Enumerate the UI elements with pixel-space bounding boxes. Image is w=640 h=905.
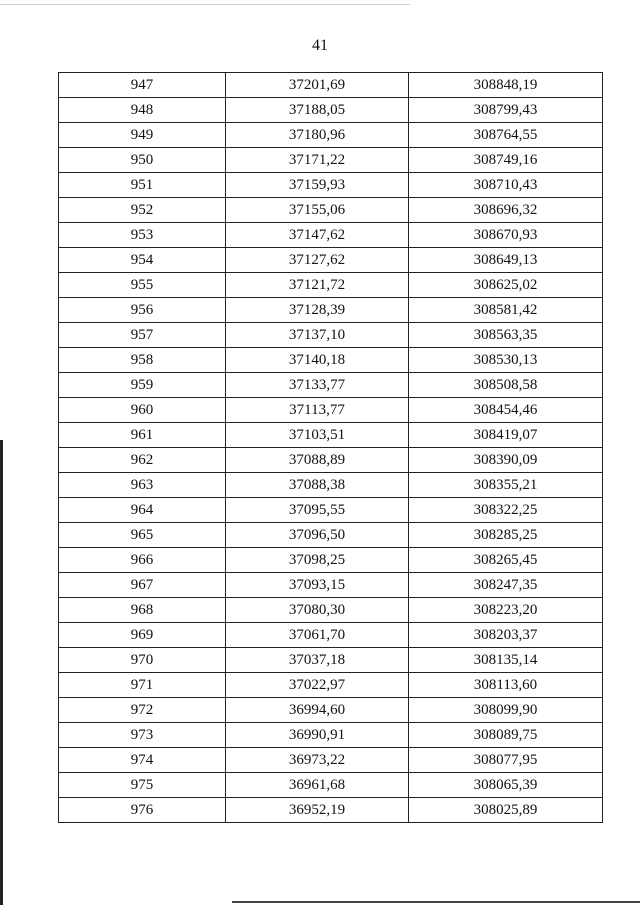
table-row <box>59 623 603 648</box>
x-coordinate-cell: 37037,18 <box>226 648 409 673</box>
y-coordinate-cell: 308265,45 <box>409 548 603 573</box>
scan-edge-top <box>0 4 410 5</box>
x-coordinate-cell: 37147,62 <box>226 223 409 248</box>
y-coordinate-cell: 308089,75 <box>409 723 603 748</box>
point-number-cell: 960 <box>59 398 226 423</box>
x-coordinate-cell: 37155,06 <box>226 198 409 223</box>
x-coordinate-cell: 37201,69 <box>226 73 409 98</box>
x-coordinate-cell: 37096,50 <box>226 523 409 548</box>
table-row <box>59 323 603 348</box>
y-coordinate-cell: 308508,58 <box>409 373 603 398</box>
x-coordinate-cell: 36990,91 <box>226 723 409 748</box>
table-row <box>59 448 603 473</box>
table-row <box>59 373 603 398</box>
point-number-cell: 967 <box>59 573 226 598</box>
table-row <box>59 673 603 698</box>
x-coordinate-cell: 37159,93 <box>226 173 409 198</box>
x-coordinate-cell: 37080,30 <box>226 598 409 623</box>
table-row <box>59 423 603 448</box>
table-row <box>59 173 603 198</box>
point-number-cell: 975 <box>59 773 226 798</box>
table-row <box>59 398 603 423</box>
x-coordinate-cell: 37022,97 <box>226 673 409 698</box>
y-coordinate-cell: 308099,90 <box>409 698 603 723</box>
y-coordinate-cell: 308710,43 <box>409 173 603 198</box>
x-coordinate-cell: 37127,62 <box>226 248 409 273</box>
x-coordinate-cell: 37128,39 <box>226 298 409 323</box>
x-coordinate-cell: 37171,22 <box>226 148 409 173</box>
table-row <box>59 273 603 298</box>
table-row <box>59 498 603 523</box>
scan-edge-left <box>0 440 3 905</box>
table-row <box>59 548 603 573</box>
table-row <box>59 723 603 748</box>
point-number-cell: 973 <box>59 723 226 748</box>
y-coordinate-cell: 308563,35 <box>409 323 603 348</box>
x-coordinate-cell: 37061,70 <box>226 623 409 648</box>
point-number-cell: 959 <box>59 373 226 398</box>
y-coordinate-cell: 308649,13 <box>409 248 603 273</box>
y-coordinate-cell: 308749,16 <box>409 148 603 173</box>
point-number-cell: 957 <box>59 323 226 348</box>
y-coordinate-cell: 308223,20 <box>409 598 603 623</box>
x-coordinate-cell: 37121,72 <box>226 273 409 298</box>
y-coordinate-cell: 308355,21 <box>409 473 603 498</box>
point-number-cell: 955 <box>59 273 226 298</box>
y-coordinate-cell: 308025,89 <box>409 798 603 823</box>
point-number-cell: 974 <box>59 748 226 773</box>
point-number-cell: 947 <box>59 73 226 98</box>
point-number-cell: 971 <box>59 673 226 698</box>
point-number-cell: 962 <box>59 448 226 473</box>
y-coordinate-cell: 308454,46 <box>409 398 603 423</box>
table-row <box>59 223 603 248</box>
y-coordinate-cell: 308625,02 <box>409 273 603 298</box>
x-coordinate-cell: 37088,89 <box>226 448 409 473</box>
table-row <box>59 73 603 98</box>
point-number-cell: 950 <box>59 148 226 173</box>
y-coordinate-cell: 308390,09 <box>409 448 603 473</box>
point-number-cell: 958 <box>59 348 226 373</box>
y-coordinate-cell: 308203,37 <box>409 623 603 648</box>
y-coordinate-cell: 308530,13 <box>409 348 603 373</box>
y-coordinate-cell: 308113,60 <box>409 673 603 698</box>
table-row <box>59 523 603 548</box>
point-number-cell: 972 <box>59 698 226 723</box>
y-coordinate-cell: 308696,32 <box>409 198 603 223</box>
table-row <box>59 798 603 823</box>
page-number: 41 <box>312 37 328 54</box>
table-row <box>59 573 603 598</box>
point-number-cell: 970 <box>59 648 226 673</box>
y-coordinate-cell: 308322,25 <box>409 498 603 523</box>
x-coordinate-cell: 37095,55 <box>226 498 409 523</box>
x-coordinate-cell: 36961,68 <box>226 773 409 798</box>
table-row <box>59 598 603 623</box>
y-coordinate-cell: 308419,07 <box>409 423 603 448</box>
y-coordinate-cell: 308848,19 <box>409 73 603 98</box>
table-row <box>59 773 603 798</box>
table-row <box>59 473 603 498</box>
x-coordinate-cell: 36994,60 <box>226 698 409 723</box>
x-coordinate-cell: 37113,77 <box>226 398 409 423</box>
point-number-cell: 964 <box>59 498 226 523</box>
x-coordinate-cell: 37098,25 <box>226 548 409 573</box>
point-number-cell: 968 <box>59 598 226 623</box>
y-coordinate-cell: 308135,14 <box>409 648 603 673</box>
x-coordinate-cell: 37093,15 <box>226 573 409 598</box>
scan-edge-bottom <box>232 901 640 903</box>
x-coordinate-cell: 36973,22 <box>226 748 409 773</box>
y-coordinate-cell: 308077,95 <box>409 748 603 773</box>
y-coordinate-cell: 308799,43 <box>409 98 603 123</box>
table-row <box>59 648 603 673</box>
table-row <box>59 98 603 123</box>
point-number-cell: 949 <box>59 123 226 148</box>
table-row <box>59 748 603 773</box>
x-coordinate-cell: 37180,96 <box>226 123 409 148</box>
table-row <box>59 148 603 173</box>
y-coordinate-cell: 308247,35 <box>409 573 603 598</box>
y-coordinate-cell: 308764,55 <box>409 123 603 148</box>
y-coordinate-cell: 308670,93 <box>409 223 603 248</box>
point-number-cell: 956 <box>59 298 226 323</box>
coordinates-table <box>58 72 603 823</box>
point-number-cell: 953 <box>59 223 226 248</box>
x-coordinate-cell: 36952,19 <box>226 798 409 823</box>
x-coordinate-cell: 37140,18 <box>226 348 409 373</box>
x-coordinate-cell: 37188,05 <box>226 98 409 123</box>
x-coordinate-cell: 37133,77 <box>226 373 409 398</box>
coordinates-table-body <box>59 73 603 823</box>
table-row <box>59 298 603 323</box>
y-coordinate-cell: 308581,42 <box>409 298 603 323</box>
point-number-cell: 969 <box>59 623 226 648</box>
table-row <box>59 698 603 723</box>
point-number-cell: 966 <box>59 548 226 573</box>
table-row <box>59 248 603 273</box>
table-row <box>59 123 603 148</box>
point-number-cell: 951 <box>59 173 226 198</box>
point-number-cell: 952 <box>59 198 226 223</box>
y-coordinate-cell: 308065,39 <box>409 773 603 798</box>
table-row <box>59 348 603 373</box>
table-row <box>59 198 603 223</box>
point-number-cell: 965 <box>59 523 226 548</box>
point-number-cell: 948 <box>59 98 226 123</box>
point-number-cell: 976 <box>59 798 226 823</box>
point-number-cell: 961 <box>59 423 226 448</box>
x-coordinate-cell: 37088,38 <box>226 473 409 498</box>
point-number-cell: 954 <box>59 248 226 273</box>
x-coordinate-cell: 37103,51 <box>226 423 409 448</box>
point-number-cell: 963 <box>59 473 226 498</box>
y-coordinate-cell: 308285,25 <box>409 523 603 548</box>
x-coordinate-cell: 37137,10 <box>226 323 409 348</box>
